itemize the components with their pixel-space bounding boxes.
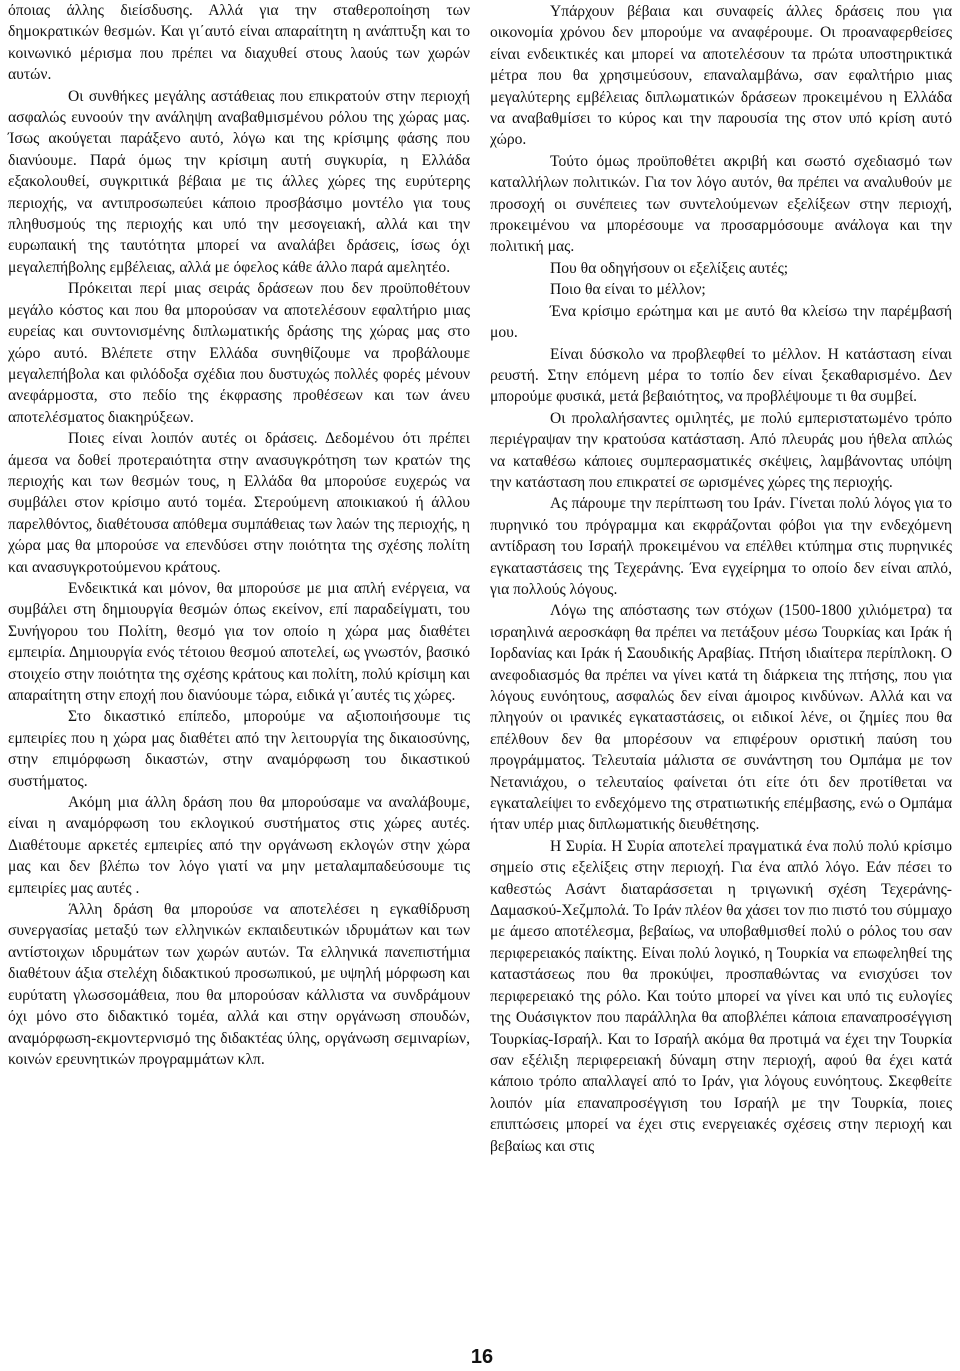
paragraph: Οι συνθήκες μεγάλης αστάθειας που επικρατούν στην περιοχή ασφαλώς ευνοούν την ανάληψη αναβαθμισμένου ρόλου της χώρας μας. Ίσως ακούγεται παράξενο αυτό, λόγω και της κρίσιμης φάσης που διανύουμε. Παρά όμως την κρίσιμη αυτή συγκυρία, η Ελλάδα εξακολουθεί, συγκριτικά βέβαια με τις άλλες χώρες της ευρύτερης περιοχής, να αντιπροσωπεύει κάποιο προσβάσιμο μοντέλο για τους πληθυσμούς της περιοχής και υπό την μεσογειακή, αλλά και την ευρωπαική της ταυτότητα μπορεί να αναλάβει δράσεις, ίσως όχι μεγαλεπήβολης εμβέλειας, αλλά με όφελος κάθε άλλο παρά αμελητέο.	[8, 87, 470, 276]
paragraph: Ποιες είναι λοιπόν αυτές οι δράσεις. Δεδομένου ότι πρέπει άμεσα να δοθεί προτεραιότητα στην ανασυγκρότηση των κρατών της περιοχής και των θεσμών τους, η Ελλάδα θα μπορούσε ευχερώς να συμβάλει στον κρίσιμο αυτό τομέα. Στερούμενη αποικιακού ή άλλου παρελθόντος, διαθέτουσα απόθεμα συμπάθειας των λαών της περιοχής, η χώρα μας θα μπορούσε να επενδύσει στην ποιότητα της σχέσης πολίτη και ανασυγκροτούμενου κράτους.	[8, 430, 470, 576]
paragraph: Η Συρία. Η Συρία αποτελεί πραγματικά ένα πολύ πολύ κρίσιμο σημείο στις εξελίξεις στην περιοχή. Για ένα απλό λόγο. Εάν πέσει το καθεστώς Ασάντ διαταράσσεται η τριγωνική σχέση Τεχεράνης-Δαμασκού-Χεζμπολά. Το Ιράν πλέον θα χάσει τον πιο πιστό του σύμμαχο με άμεσο αποτέλεσμα, βεβαίως, να υποβαθμισθεί πολύ ο ρόλος του σαν περιφερειακός παίκτης. Είναι πολύ λογικό, η Τουρκία να επωφεληθεί της καταστάσεως που θα προκύψει, προσπαθώντας να ενισχύσει τον περιφερειακό της ρόλο. Και τούτο μπορεί να γίνει και υπό τις ευλογίες της Ουάσιγκτον που παράλληλα θα αποβλέπει κάποια επαναπροσέγγιση Τουρκίας-Ισραήλ. Και το Ισραήλ ακόμα θα προτιμά να έχει την Τουρκία σαν εξέλιξη περιφερειακή δύναμη στην περιοχή, αφού θα έχει κατά κάποιο τρόπο απαλλαγεί από το Ιράν, για λόγους ευνόητους. Σκεφθείτε λοιπόν μία επαναπροσέγγιση του Ισραήλ με την Τουρκία, ποιες επιπτώσεις μπορεί να έχει στις ενεργειακές σχέσεις στην περιοχή και βεβαίως και στις	[490, 837, 952, 1155]
paragraph: Πρόκειται περί μιας σειράς δράσεων που δεν προϋποθέτουν μεγάλο κόστος και που θα μπορούσαν να αποτελέσουν εφαλτήριο μιας ευρείας και συντονισμένης διπλωματικής δράσης της χώρας μας στο χώρο αυτό. Βλέπετε στην Ελλάδα συνηθίζουμε να προβάλουμε μεγαλεπήβολα και φιλόδοξα σχέδια που δυστυχώς πολλές φορές μένουν ανεφάρμοστα, στο πεδίο της έκφρασης προθέσεων και των άνευ αποτελέσματος διακηρύξεων.	[8, 280, 470, 426]
question-line: Που θα οδηγήσουν οι εξελίξεις αυτές;	[550, 259, 789, 277]
question-line: Ποιο θα είναι το μέλλον;	[550, 281, 706, 299]
paragraph: όποιας άλλης διείσδυσης. Αλλά για την σταθεροποίηση των δημοκρατικών θεσμών. Και γι΄αυτό είναι απαραίτητη η ανάπτυξη και το κοινωνικό μέρισμα που πρέπει να διαχυθεί στους λαούς των χωρών αυτών.	[8, 2, 470, 84]
left-text-column	[8, 0, 470, 1070]
paragraph: Ας πάρουμε την περίπτωση του Ιράν. Γίνεται πολύ λόγος για το πυρηνικό του πρόγραμμα και εκφράζονται φόβοι για την ενδεχόμενη αντίδραση του Ισραήλ προκειμένου να επέλθει κτύπημα στις πυρηνικές εγκαταστάσεις της Τεχεράνης. Ένα εγχείρημα το οποίο δεν είναι απλό, για πολλούς λόγους.	[490, 495, 952, 598]
paragraph: Τούτο όμως προϋποθέτει ακριβή και σωστό σχεδιασμό των καταλλήλων πολιτικών. Για τον λόγο αυτόν, θα πρέπει να αναλυθούν με προσοχή οι συνέπειες των συντελούμενων εξελίξεων στην περιοχή, προκειμένου να μπορέσουμε να προσαρμόσουμε ανάλογα και την πολιτική μας.	[490, 152, 952, 256]
paragraph: Υπάρχουν βέβαια και συναφείς άλλες δράσεις που για οικονομία χρόνου δεν μπορούμε να αναφέρουμε. Οι προαναφερθείσες είναι ενδεικτικές και μπορεί να αποτελέσουν τα πρώτα υποστηρικτικά μέτρα που θα χρησιμεύσουν, επαναλαμβάνω, σαν εφαλτήριο μιας μεγαλύτερης εμβέλειας διπλωματικών δράσεων προκειμένου η Ελλάδα να αναβαθμίσει το κύρος και την παρουσία της στον υπό κρίση αυτό χώρο.	[490, 3, 952, 149]
paragraph: Οι προλαλήσαντες ομιλητές, με πολύ εμπεριστατωμένο τρόπο περιέγραψαν την κρατούσα κατάσταση. Από πλευράς μου ήθελα απλώς να καταθέσω κάποιες συμπερασματικές σκέψεις, λαμβάνοντας υπόψη την κατάσταση που επικρατεί σε ωρισμένες χώρες της περιοχής.	[490, 409, 952, 491]
right-text-column	[490, 1, 952, 1157]
paragraph: Ενδεικτικά και μόνον, θα μπορούσε με μια απλή ενέργεια, να συμβάλει στη δημιουργία θεσμών όπως εκείνον, επί παραδείγματι, του Συνήγορου του Πολίτη, θεσμό για τον οποίο η χώρα μας διαθέτει εμπειρία. Δημιουργία ενός τέτοιου θεσμού αποτελεί, ως γνωστόν, βασικό στοιχείο στην ποιότητα της σχέσης κράτους και πολίτη, πολύ κρίσιμη και απαραίτητη στην εποχή που διανύουμε τώρα, ειδικά γι΄αυτές τις χώρες.	[8, 579, 470, 704]
paragraph: Ένα κρίσιμο ερώτημα και με αυτό θα κλείσω την παρέμβασή μου.	[490, 302, 952, 342]
paragraph: Είναι δύσκολο να προβλεφθεί το μέλλον. Η κατάσταση είναι ρευστή. Στην επόμενη μέρα το τοπίο δεν είναι ξεκαθαρισμένο. Δεν μπορούμε φυσικά, μετά βεβαιότητος, να προβλέψουμε τι θα συμβεί.	[490, 345, 952, 406]
paragraph: Άλλη δράση θα μπορούσε να αποτελέσει η εγκαθίδρυση συνεργασίας μεταξύ των ελληνικών εκπαιδευτικών ιδρυμάτων και των αντίστοιχων ιδρυμάτων των χωρών αυτών. Τα ελληνικά πανεπιστήμια διαθέτουν άξια στελέχη διδακτικού προσωπικού, με υψηλή μόρφωση και ευρύτατη γλωσσομάθεια, που θα μπορούσαν κάλλιστα να συνδράμουν όχι μόνο στο διδακτικό τομέα, αλλά και στην οργάνωση σπουδών, αναμόρφωση-εκμοντερνισμό της διδακτέας ύλης, οργάνωση σεμιναρίων, κοινών ερευνητικών προγραμμάτων κλπ.	[8, 901, 470, 1068]
paragraph: Στο δικαστικό επίπεδο, μπορούμε να αξιοποιήσουμε τις εμπειρίες που η χώρα μας διαθέτει από την λειτουργία της δικαιοσύνης, στην επιμόρφωση δικαστών, στην αναμόρφωση του δικαστικού συστήματος.	[8, 708, 470, 790]
paragraph: Λόγω της απόστασης των στόχων (1500-1800 χιλιόμετρα) τα ισραηλινά αεροσκάφη θα πρέπει να πετάξουν μέσω Τουρκίας και Ιράκ ή Ιορδανίας και Ιράκ ή Σαουδικής Αραβίας. Πτήση ιδιαίτερα περίπλοκη. Ο ανεφοδιασμός θα πρέπει να γίνει κατά τη διάρκεια της πτήσης, που για λόγους ευνόητους, ασφαλώς δεν είναι άμοιρος κινδύνων. Αλλά και να πληγούν οι ιρανικές εγκαταστάσεις, οι ειδικοί λένε, οι ζημίες που θα επέλθουν δεν θα μπορέσουν να επιφέρουν οριστική παύση του προγράμματος. Τελευταία μάλιστα σε συνάντηση του Ομπάμα με τον Νετανιάχου, ο τελευταίος φαίνεται ότι είτε ότι δεν προτίθεται να εγκαταλείψει το ενδεχόμενο της στρατιωτικής επέμβασης, ενώ ο Ομπάμα ήταν υπέρ μιας διπλωματικής διευθέτησης.	[490, 602, 952, 834]
page-number: 16	[470, 1346, 494, 1368]
paragraph: Ακόμη μια άλλη δράση που θα μπορούσαμε να αναλάβουμε, είναι η αναμόρφωση του εκλογικού συστήματος στις χώρες αυτές. Διαθέτουμε αρκετές εμπειρίες από την οργάνωση εκλογών στην χώρα μας και δεν βλέπω τον λόγο γιατί να μην μεταλαμπαδεύσουμε τις εμπειρίες μας αυτές .	[8, 794, 470, 897]
